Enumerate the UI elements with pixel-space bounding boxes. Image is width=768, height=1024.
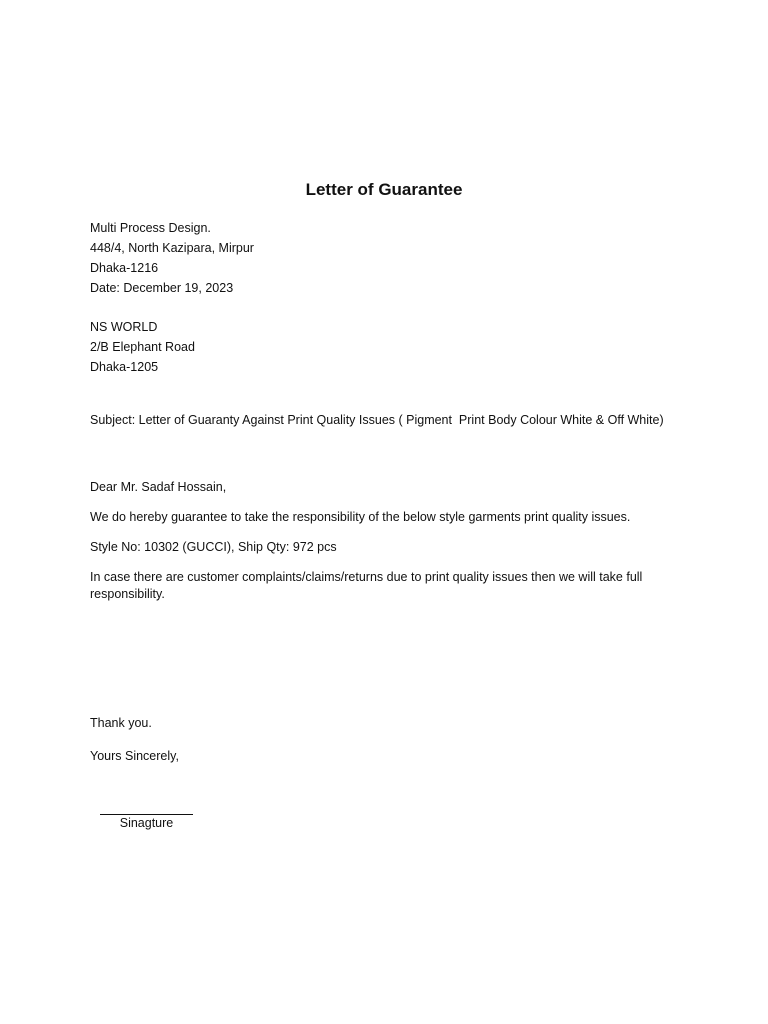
signature-label: Sinagture	[119, 816, 174, 830]
recipient-name: NS WORLD	[90, 320, 158, 334]
body-paragraph-1: We do hereby guarantee to take the responsibility of the below style garments print quality issues.	[90, 510, 631, 524]
sender-name: Multi Process Design.	[90, 221, 211, 235]
letter-title: Letter of Guarantee	[305, 180, 463, 199]
sender-city: Dhaka-1216	[90, 261, 159, 275]
style-info: Style No: 10302 (GUCCI), Ship Qty: 972 pcs	[90, 540, 337, 554]
salutation: Dear Mr. Sadaf Hossain,	[90, 480, 227, 494]
closing-thanks: Thank you.	[90, 716, 152, 730]
body-paragraph-2: In case there are customer complaints/claims/returns due to print quality issues then we will take full responsibility.	[90, 570, 643, 601]
sender-address: 448/4, North Kazipara, Mirpur	[90, 241, 254, 255]
closing-sign-off: Yours Sincerely,	[90, 749, 179, 763]
letter-date: Date: December 19, 2023	[90, 281, 234, 295]
recipient-address: 2/B Elephant Road	[90, 340, 195, 354]
subject-line: Subject: Letter of Guaranty Against Print Quality Issues ( Pigment Print Body Colour White & Off White)	[90, 413, 664, 427]
recipient-city: Dhaka-1205	[90, 360, 159, 374]
